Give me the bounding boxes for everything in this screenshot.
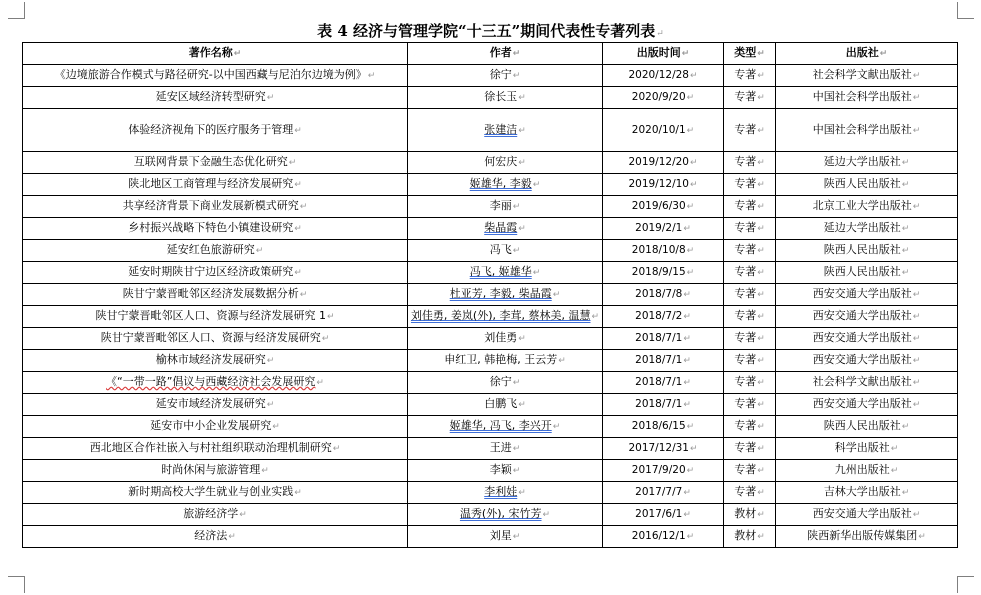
cell-type: 教材↵ — [724, 504, 776, 526]
cell-date: 2017/9/20↵ — [603, 460, 724, 482]
paragraph-mark-icon: ↵ — [757, 93, 765, 103]
paragraph-mark-icon: ↵ — [912, 202, 921, 212]
table-row — [23, 328, 958, 350]
cell-type: 专著↵ — [724, 152, 776, 174]
cell-date: 2018/7/1↵ — [603, 372, 724, 394]
paragraph-mark-icon: ↵ — [686, 125, 695, 136]
paragraph-mark-icon: ↵ — [272, 422, 280, 432]
paragraph-mark-icon: ↵ — [683, 290, 691, 300]
paragraph-mark-icon: ↵ — [912, 510, 921, 520]
cell-publisher: 中国社会科学出版社↵ — [776, 87, 958, 109]
paragraph-mark-icon: ↵ — [757, 202, 765, 212]
paragraph-mark-icon: ↵ — [532, 180, 541, 190]
paragraph-mark-icon: ↵ — [683, 510, 691, 520]
paragraph-mark-icon: ↵ — [757, 71, 765, 81]
cell-type: 专著↵ — [724, 394, 776, 416]
paragraph-mark-icon: ↵ — [757, 158, 765, 168]
table-row — [23, 262, 958, 284]
cell-type: 专著↵ — [724, 482, 776, 504]
cell-title: 陕甘宁蒙晋毗邻区人口、资源与经济发展研究↵ — [23, 328, 408, 350]
cell-publisher: 陕西人民出版社↵ — [776, 262, 958, 284]
cell-type: 专著↵ — [724, 350, 776, 372]
paragraph-mark-icon: ↵ — [901, 224, 910, 234]
cell-title: 延安区域经济转型研究↵ — [23, 87, 408, 109]
cell-author: 何宏庆↵ — [408, 152, 603, 174]
cell-author: 李利娃↵ — [408, 482, 603, 504]
paragraph-mark-icon: ↵ — [512, 532, 521, 542]
cell-type: 专著↵ — [724, 460, 776, 482]
paragraph-mark-icon: ↵ — [542, 510, 551, 520]
paragraph-mark-icon: ↵ — [757, 378, 765, 388]
cell-publisher: 中国社会科学出版社↵ — [776, 109, 958, 152]
cell-title: 时尚休闲与旅游管理↵ — [23, 460, 408, 482]
cell-author: 王进↵ — [408, 438, 603, 460]
cell-date: 2018/6/15↵ — [603, 416, 724, 438]
cell-date: 2020/12/28↵ — [603, 65, 724, 87]
table-row — [23, 526, 958, 548]
cell-title: 延安市中小企业发展研究↵ — [23, 416, 408, 438]
paragraph-mark-icon: ↵ — [912, 312, 921, 322]
paragraph-mark-icon: ↵ — [683, 378, 691, 388]
table-row — [23, 482, 958, 504]
cell-title: 陕甘宁蒙晋毗邻区经济发展数据分析↵ — [23, 284, 408, 306]
paragraph-mark-icon: ↵ — [299, 290, 308, 300]
paragraph-mark-icon: ↵ — [757, 510, 765, 520]
paragraph-mark-icon: ↵ — [912, 93, 921, 103]
cell-date: 2019/6/30↵ — [603, 196, 724, 218]
cell-publisher: 延边大学出版社↵ — [776, 152, 958, 174]
paragraph-mark-icon: ↵ — [299, 202, 308, 212]
cell-title: 榆林市域经济发展研究↵ — [23, 350, 408, 372]
table-row — [23, 438, 958, 460]
cell-title: 乡村振兴战略下特色小镇建设研究↵ — [23, 218, 408, 240]
header-date: 出版时间↵ — [603, 43, 724, 65]
paragraph-mark-icon: ↵ — [757, 290, 765, 300]
cell-publisher: 陕西人民出版社↵ — [776, 174, 958, 196]
page-corner-mark-top-right — [957, 2, 974, 19]
paragraph-mark-icon: ↵ — [552, 290, 561, 300]
table-row — [23, 174, 958, 196]
monographs-table — [22, 42, 958, 548]
table-row — [23, 284, 958, 306]
cell-type: 教材↵ — [724, 526, 776, 548]
cell-type: 专著↵ — [724, 372, 776, 394]
paragraph-mark-icon: ↵ — [901, 246, 910, 256]
table-caption — [0, 22, 981, 43]
table-header-row — [23, 43, 958, 65]
paragraph-mark-icon: ↵ — [689, 158, 698, 168]
paragraph-mark-icon: ↵ — [294, 488, 302, 498]
cell-author: 冯飞, 姬雄华↵ — [408, 262, 603, 284]
paragraph-mark-icon: ↵ — [757, 312, 765, 322]
cell-date: 2018/7/8↵ — [603, 284, 724, 306]
cell-type: 专著↵ — [724, 240, 776, 262]
table-row — [23, 109, 958, 152]
paragraph-mark-icon: ↵ — [518, 334, 526, 344]
cell-type: 专著↵ — [724, 87, 776, 109]
table-row — [23, 240, 958, 262]
paragraph-mark-icon: ↵ — [656, 29, 664, 39]
cell-author: 徐宁↵ — [408, 372, 603, 394]
paragraph-mark-icon: ↵ — [326, 312, 335, 322]
paragraph-mark-icon: ↵ — [294, 180, 302, 190]
cell-author: 姬雄华, 冯飞, 李兴开↵ — [408, 416, 603, 438]
cell-title: 旅游经济学↵ — [23, 504, 408, 526]
cell-type: 专著↵ — [724, 416, 776, 438]
paragraph-mark-icon: ↵ — [518, 488, 526, 498]
paragraph-mark-icon: ↵ — [512, 246, 521, 256]
cell-type: 专著↵ — [724, 109, 776, 152]
cell-date: 2016/12/1↵ — [603, 526, 724, 548]
paragraph-mark-icon: ↵ — [686, 466, 695, 476]
cell-author: 徐宁↵ — [408, 65, 603, 87]
cell-date: 2018/7/1↵ — [603, 328, 724, 350]
paragraph-mark-icon: ↵ — [518, 224, 526, 234]
cell-title: 《边境旅游合作模式与路径研究-以中国西藏与尼泊尔边境为例》↵ — [23, 65, 408, 87]
page-corner-mark-bottom-left — [8, 576, 25, 593]
paragraph-mark-icon: ↵ — [689, 444, 698, 454]
paragraph-mark-icon: ↵ — [912, 290, 921, 300]
paragraph-mark-icon: ↵ — [552, 422, 561, 432]
cell-type: 专著↵ — [724, 306, 776, 328]
paragraph-mark-icon: ↵ — [912, 71, 921, 81]
paragraph-mark-icon: ↵ — [512, 444, 521, 454]
header-publisher: 出版社↵ — [776, 43, 958, 65]
cell-date: 2018/7/1↵ — [603, 350, 724, 372]
paragraph-mark-icon: ↵ — [757, 125, 765, 136]
paragraph-mark-icon: ↵ — [683, 488, 691, 498]
cell-date: 2018/7/2↵ — [603, 306, 724, 328]
table-row — [23, 372, 958, 394]
cell-publisher: 西安交通大学出版社↵ — [776, 394, 958, 416]
table-row — [23, 350, 958, 372]
paragraph-mark-icon: ↵ — [901, 158, 910, 168]
header-title: 著作名称↵ — [23, 43, 408, 65]
paragraph-mark-icon: ↵ — [518, 125, 526, 136]
cell-date: 2018/9/15↵ — [603, 262, 724, 284]
cell-date: 2017/12/31↵ — [603, 438, 724, 460]
paragraph-mark-icon: ↵ — [901, 488, 910, 498]
paragraph-mark-icon: ↵ — [912, 125, 921, 136]
cell-type: 专著↵ — [724, 262, 776, 284]
paragraph-mark-icon: ↵ — [890, 444, 899, 454]
cell-title: 体验经济视角下的医疗服务于管理↵ — [23, 109, 408, 152]
paragraph-mark-icon: ↵ — [912, 400, 921, 410]
cell-title: 延安时期陕甘宁边区经济政策研究↵ — [23, 262, 408, 284]
paragraph-mark-icon: ↵ — [512, 71, 521, 81]
header-author: 作者↵ — [408, 43, 603, 65]
cell-type: 专著↵ — [724, 438, 776, 460]
cell-publisher: 科学出版社↵ — [776, 438, 958, 460]
cell-date: 2019/12/20↵ — [603, 152, 724, 174]
cell-author: 刘佳勇, 姜岚(外), 李茸, 蔡林美, 温慧↵ — [408, 306, 603, 328]
paragraph-mark-icon: ↵ — [294, 224, 302, 234]
paragraph-mark-icon: ↵ — [518, 400, 526, 410]
paragraph-mark-icon: ↵ — [332, 444, 341, 454]
paragraph-mark-icon: ↵ — [518, 93, 526, 103]
cell-author: 李丽↵ — [408, 196, 603, 218]
cell-publisher: 西安交通大学出版社↵ — [776, 328, 958, 350]
paragraph-mark-icon: ↵ — [757, 466, 765, 476]
paragraph-mark-icon: ↵ — [266, 356, 275, 366]
paragraph-mark-icon: ↵ — [912, 378, 921, 388]
paragraph-mark-icon: ↵ — [255, 246, 264, 256]
table-row — [23, 416, 958, 438]
paragraph-mark-icon: ↵ — [757, 400, 765, 410]
cell-date: 2020/10/1↵ — [603, 109, 724, 152]
paragraph-mark-icon: ↵ — [757, 246, 765, 256]
paragraph-mark-icon: ↵ — [912, 334, 921, 344]
header-type: 类型↵ — [724, 43, 776, 65]
paragraph-mark-icon: ↵ — [228, 532, 236, 542]
paragraph-mark-icon: ↵ — [512, 378, 521, 388]
cell-author: 杜亚芳, 李毅, 柴晶霞↵ — [408, 284, 603, 306]
cell-author: 刘星↵ — [408, 526, 603, 548]
paragraph-mark-icon: ↵ — [367, 71, 376, 81]
cell-author: 刘佳勇↵ — [408, 328, 603, 350]
cell-title: 经济法↵ — [23, 526, 408, 548]
cell-author: 李颖↵ — [408, 460, 603, 482]
page-corner-mark-bottom-right — [957, 576, 974, 593]
paragraph-mark-icon: ↵ — [757, 422, 765, 432]
paragraph-mark-icon: ↵ — [890, 466, 899, 476]
cell-date: 2018/7/1↵ — [603, 394, 724, 416]
paragraph-mark-icon: ↵ — [294, 268, 302, 278]
paragraph-mark-icon: ↵ — [321, 334, 330, 344]
paragraph-mark-icon: ↵ — [316, 378, 324, 388]
cell-publisher: 西安交通大学出版社↵ — [776, 306, 958, 328]
paragraph-mark-icon: ↵ — [518, 158, 526, 168]
paragraph-mark-icon: ↵ — [901, 180, 910, 190]
paragraph-mark-icon: ↵ — [901, 422, 910, 432]
cell-date: 2017/6/1↵ — [603, 504, 724, 526]
cell-date: 2019/12/10↵ — [603, 174, 724, 196]
cell-type: 专著↵ — [724, 328, 776, 350]
cell-author: 冯飞↵ — [408, 240, 603, 262]
cell-title: 延安市域经济发展研究↵ — [23, 394, 408, 416]
paragraph-mark-icon: ↵ — [266, 93, 275, 103]
paragraph-mark-icon: ↵ — [683, 224, 691, 234]
paragraph-mark-icon: ↵ — [689, 71, 698, 81]
cell-publisher: 延边大学出版社↵ — [776, 218, 958, 240]
table-row — [23, 306, 958, 328]
paragraph-mark-icon: ↵ — [683, 400, 691, 410]
paragraph-mark-icon: ↵ — [912, 356, 921, 366]
paragraph-mark-icon: ↵ — [261, 466, 269, 476]
table-row — [23, 87, 958, 109]
cell-author: 申红卫, 韩艳梅, 王云芳↵ — [408, 350, 603, 372]
paragraph-mark-icon: ↵ — [901, 268, 910, 278]
page-corner-mark-top-left — [8, 2, 25, 19]
table-caption-text: 表 4 经济与管理学院“十三五”期间代表性专著列表 — [317, 22, 656, 40]
paragraph-mark-icon: ↵ — [686, 532, 695, 542]
paragraph-mark-icon: ↵ — [757, 224, 765, 234]
table-row — [23, 218, 958, 240]
paragraph-mark-icon: ↵ — [591, 312, 600, 322]
cell-publisher: 西安交通大学出版社↵ — [776, 284, 958, 306]
table-body — [23, 65, 958, 548]
paragraph-mark-icon: ↵ — [686, 268, 695, 278]
paragraph-mark-icon: ↵ — [757, 180, 765, 190]
paragraph-mark-icon: ↵ — [757, 532, 765, 542]
paragraph-mark-icon: ↵ — [686, 422, 695, 432]
paragraph-mark-icon: ↵ — [532, 268, 541, 278]
cell-date: 2017/7/7↵ — [603, 482, 724, 504]
cell-title: 互联网背景下金融生态优化研究↵ — [23, 152, 408, 174]
cell-author: 白鹏飞↵ — [408, 394, 603, 416]
cell-title: 共享经济背景下商业发展新模式研究↵ — [23, 196, 408, 218]
cell-author: 温秀(外), 宋竹芳↵ — [408, 504, 603, 526]
paragraph-mark-icon: ↵ — [294, 125, 302, 136]
cell-publisher: 西安交通大学出版社↵ — [776, 504, 958, 526]
cell-title: 陕甘宁蒙晋毗邻区人口、资源与经济发展研究 1↵ — [23, 306, 408, 328]
cell-title: 陕北地区工商管理与经济发展研究↵ — [23, 174, 408, 196]
paragraph-mark-icon: ↵ — [686, 93, 695, 103]
cell-publisher: 社会科学文献出版社↵ — [776, 65, 958, 87]
cell-type: 专著↵ — [724, 65, 776, 87]
paragraph-mark-icon: ↵ — [757, 268, 765, 278]
cell-publisher: 社会科学文献出版社↵ — [776, 372, 958, 394]
cell-title: 《“一带一路”倡议与西藏经济社会发展研究↵ — [23, 372, 408, 394]
paragraph-mark-icon: ↵ — [686, 202, 695, 212]
paragraph-mark-icon: ↵ — [512, 202, 521, 212]
cell-date: 2020/9/20↵ — [603, 87, 724, 109]
paragraph-mark-icon: ↵ — [683, 334, 691, 344]
cell-type: 专著↵ — [724, 196, 776, 218]
paragraph-mark-icon: ↵ — [239, 510, 247, 520]
cell-title: 西北地区合作社嵌入与村社组织联动治理机制研究↵ — [23, 438, 408, 460]
paragraph-mark-icon: ↵ — [266, 400, 275, 410]
cell-date: 2018/10/8↵ — [603, 240, 724, 262]
cell-type: 专著↵ — [724, 174, 776, 196]
table-row — [23, 394, 958, 416]
paragraph-mark-icon: ↵ — [288, 158, 297, 168]
paragraph-mark-icon: ↵ — [757, 488, 765, 498]
table-row — [23, 460, 958, 482]
cell-publisher: 九州出版社↵ — [776, 460, 958, 482]
cell-type: 专著↵ — [724, 218, 776, 240]
cell-publisher: 陕西人民出版社↵ — [776, 416, 958, 438]
paragraph-mark-icon: ↵ — [757, 356, 765, 366]
paragraph-mark-icon: ↵ — [683, 356, 691, 366]
cell-author: 徐长玉↵ — [408, 87, 603, 109]
cell-publisher: 吉林大学出版社↵ — [776, 482, 958, 504]
cell-author: 姬雄华, 李毅↵ — [408, 174, 603, 196]
paragraph-mark-icon: ↵ — [918, 532, 926, 542]
cell-publisher: 陕西新华出版传媒集团↵ — [776, 526, 958, 548]
cell-title: 新时期高校大学生就业与创业实践↵ — [23, 482, 408, 504]
cell-date: 2019/2/1↵ — [603, 218, 724, 240]
cell-type: 专著↵ — [724, 284, 776, 306]
cell-publisher: 陕西人民出版社↵ — [776, 240, 958, 262]
table-row — [23, 504, 958, 526]
table-row — [23, 152, 958, 174]
paragraph-mark-icon: ↵ — [686, 246, 695, 256]
table-row — [23, 65, 958, 87]
paragraph-mark-icon: ↵ — [689, 180, 698, 190]
table-row — [23, 196, 958, 218]
paragraph-mark-icon: ↵ — [757, 444, 765, 454]
cell-title: 延安红色旅游研究↵ — [23, 240, 408, 262]
cell-publisher: 西安交通大学出版社↵ — [776, 350, 958, 372]
cell-author: 柴晶霞↵ — [408, 218, 603, 240]
paragraph-mark-icon: ↵ — [683, 312, 691, 322]
paragraph-mark-icon: ↵ — [512, 466, 521, 476]
paragraph-mark-icon: ↵ — [757, 334, 765, 344]
cell-author: 张建洁↵ — [408, 109, 603, 152]
cell-publisher: 北京工业大学出版社↵ — [776, 196, 958, 218]
paragraph-mark-icon: ↵ — [558, 356, 566, 366]
